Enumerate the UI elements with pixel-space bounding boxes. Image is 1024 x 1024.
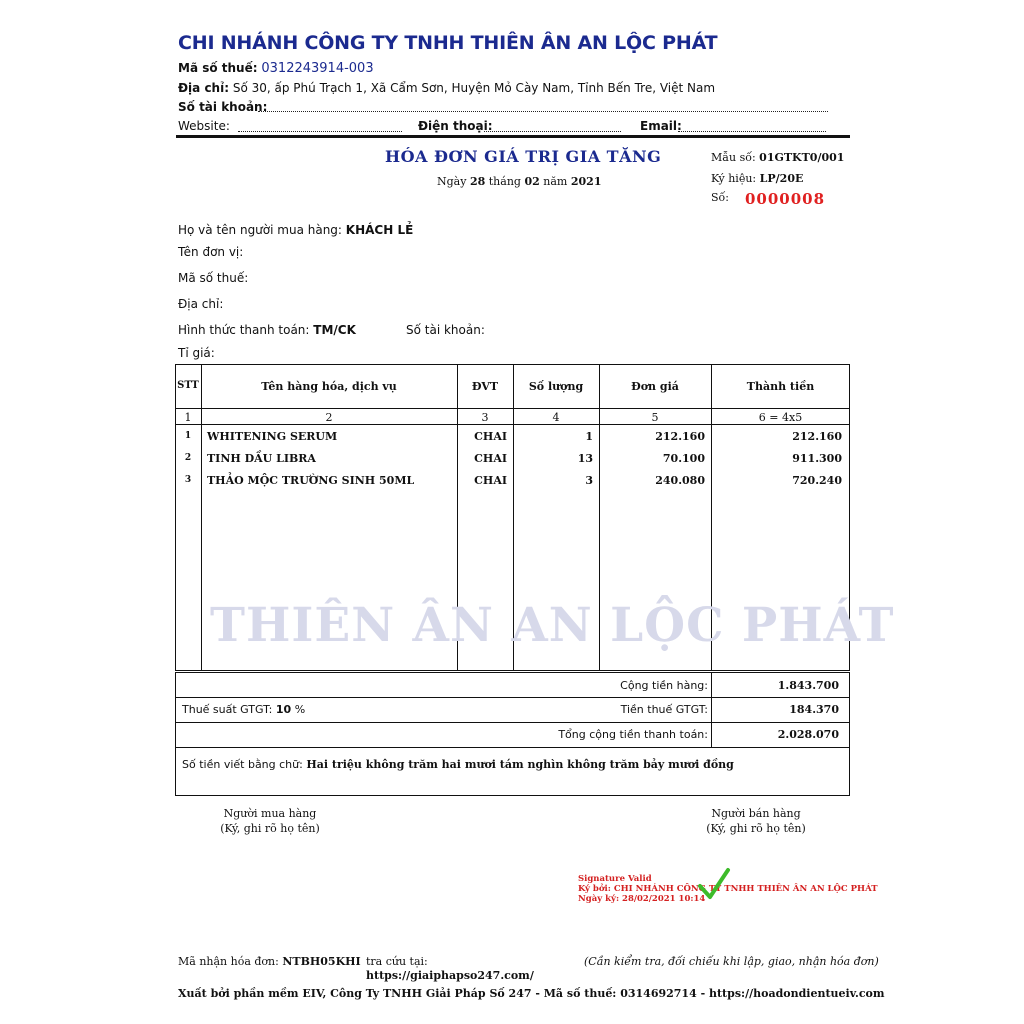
- index-cell: 3: [481, 411, 489, 424]
- row-stt: 2: [184, 453, 192, 463]
- row-unit: CHAI: [474, 430, 507, 443]
- invoice-code-label: Mã nhận hóa đơn:: [178, 955, 279, 968]
- subtotal-value: 1.843.700: [777, 679, 839, 692]
- invoice-form-value: 01GTKT0/001: [759, 151, 845, 164]
- invoice-number-value: 0000008: [745, 190, 826, 208]
- company-account-label: Số tài khoản:: [178, 100, 268, 114]
- vat-rate-value: 10: [275, 703, 292, 716]
- vat-label: Tiền thuế GTGT:: [620, 703, 708, 716]
- th-price: Đơn giá: [631, 380, 679, 393]
- seller-signature-title: Người bán hàng: [711, 807, 801, 820]
- check-note: (Cần kiểm tra, đối chiếu khi lập, giao, nhận hóa đơn): [584, 955, 879, 968]
- company-email-label: Email:: [640, 119, 682, 133]
- company-address-label: Địa chỉ:: [178, 81, 230, 95]
- vat-rate-row: [182, 703, 305, 716]
- row-unit: CHAI: [474, 474, 507, 487]
- vat-rate-unit: %: [294, 703, 306, 716]
- buyer-payment-row: [178, 323, 356, 337]
- row-name: WHITENING SERUM: [207, 430, 338, 443]
- signature-signed-by: Ký bởi: CHI NHÁNH CÔNG TY TNHH THIÊN ÂN AN LỘC PHÁT: [578, 884, 878, 894]
- buyer-tax-label: Mã số thuế:: [178, 271, 249, 285]
- amount-in-words-label: Số tiền viết bằng chữ:: [182, 758, 303, 771]
- account-dotted-line: [258, 111, 828, 112]
- buyer-rate-label: Tỉ giá:: [178, 346, 215, 360]
- company-address-row: [178, 81, 715, 95]
- row-name: THẢO MỘC TRƯỜNG SINH 50ML: [207, 474, 415, 487]
- company-tax-row: [178, 61, 374, 76]
- th-amount: Thành tiền: [746, 380, 815, 393]
- th-stt: STT: [177, 380, 199, 391]
- row-price: 212.160: [655, 430, 705, 443]
- email-dotted-line: [678, 131, 826, 132]
- row-unit: CHAI: [474, 452, 507, 465]
- invoice-form-label: Mẫu số:: [711, 151, 756, 164]
- index-divider: [175, 424, 850, 425]
- company-address-value: Số 30, ấp Phú Trạch 1, Xã Cẩm Sơn, Huyện Mỏ Cày Nam, Tỉnh Bến Tre, Việt Nam: [232, 81, 716, 95]
- row-stt: 1: [184, 431, 192, 441]
- index-cell: 4: [552, 411, 560, 424]
- issued-by: Xuất bởi phần mềm EIV, Công Ty TNHH Giải Pháp Số 247 - Mã số thuế: 0314692714 - https://hoadondientueiv.com: [178, 987, 885, 1000]
- company-name: CHI NHÁNH CÔNG TY TNHH THIÊN ÂN AN LỘC PHÁT: [178, 32, 718, 54]
- buyer-name-value: KHÁCH LẺ: [345, 223, 414, 237]
- signature-date: Ngày ký: 28/02/2021 10:14: [578, 894, 706, 904]
- row-amount: 911.300: [792, 452, 842, 465]
- vat-value: 184.370: [789, 703, 839, 716]
- row-price: 70.100: [662, 452, 705, 465]
- lookup-link[interactable]: https://giaiphapso247.com/: [366, 969, 534, 982]
- th-unit: ĐVT: [471, 380, 499, 393]
- totals-divider: [175, 722, 850, 723]
- company-tax-value: 0312243914-003: [261, 61, 374, 76]
- grand-total-value: 2.028.070: [777, 728, 839, 741]
- row-amount: 212.160: [792, 430, 842, 443]
- invoice-title: HÓA ĐƠN GIÁ TRỊ GIA TĂNG: [385, 147, 662, 166]
- grand-total-label: Tổng cộng tiền thanh toán:: [558, 728, 708, 741]
- row-qty: 13: [577, 452, 593, 465]
- index-cell: 5: [651, 411, 659, 424]
- th-name: Tên hàng hóa, dịch vụ: [261, 380, 397, 393]
- company-tax-label: Mã số thuế:: [178, 61, 258, 75]
- invoice-code-row: [178, 955, 361, 968]
- th-qty: Số lượng: [528, 380, 584, 393]
- lookup-label: tra cứu tại:: [366, 955, 428, 968]
- header-rule: [176, 135, 850, 138]
- row-qty: 1: [585, 430, 593, 443]
- invoice-symbol-label: Ký hiệu:: [711, 172, 757, 185]
- company-website-label: Website:: [178, 119, 230, 133]
- invoice-code-value: NTBH05KHI: [282, 955, 361, 968]
- amount-in-words-value: Hai triệu không trăm hai mươi tám nghìn không trăm bảy mươi đồng: [306, 758, 734, 771]
- buyer-address-label: Địa chỉ:: [178, 297, 224, 311]
- header-divider: [175, 408, 850, 409]
- row-stt: 3: [184, 475, 192, 485]
- buyer-name-label: Họ và tên người mua hàng:: [178, 223, 342, 237]
- row-amount: 720.240: [792, 474, 842, 487]
- subtotal-label: Cộng tiền hàng:: [620, 679, 708, 692]
- website-dotted-line: [238, 131, 402, 132]
- buyer-signature-note: (Ký, ghi rõ họ tên): [220, 822, 320, 835]
- invoice-symbol-row: [711, 172, 803, 185]
- row-name: TINH DẦU LIBRA: [207, 452, 316, 465]
- row-qty: 3: [585, 474, 593, 487]
- invoice-form-row: [711, 151, 844, 164]
- seller-signature-note: (Ký, ghi rõ họ tên): [706, 822, 806, 835]
- index-cell: 2: [325, 411, 333, 424]
- invoice-number-label: Số:: [711, 191, 729, 204]
- invoice-number-row: [711, 191, 729, 204]
- index-cell: 6 = 4x5: [758, 411, 803, 424]
- buyer-name-row: [178, 223, 413, 237]
- buyer-payment-value: TM/CK: [313, 323, 356, 337]
- buyer-signature-title: Người mua hàng: [223, 807, 317, 820]
- buyer-payment-label: Hình thức thanh toán:: [178, 323, 310, 337]
- company-account-row: [178, 100, 267, 114]
- row-price: 240.080: [655, 474, 705, 487]
- invoice-symbol-value: LP/20E: [759, 172, 804, 185]
- index-cell: 1: [184, 411, 192, 424]
- buyer-unit-label: Tên đơn vị:: [178, 245, 244, 259]
- vat-rate-label: Thuế suất GTGT:: [182, 703, 273, 716]
- checkmark-icon: [696, 864, 732, 904]
- company-phone-label: Điện thoại:: [418, 119, 493, 133]
- watermark-text: THIÊN ÂN AN LỘC PHÁT: [210, 598, 895, 653]
- buyer-account-label: Số tài khoản:: [406, 323, 485, 337]
- invoice-date: Ngày 28 tháng 02 năm 2021: [437, 175, 602, 188]
- phone-dotted-line: [484, 131, 621, 132]
- signature-valid-title: Signature Valid: [578, 874, 652, 884]
- totals-divider: [175, 697, 850, 698]
- amount-in-words-row: [182, 758, 734, 771]
- totals-divider: [175, 747, 850, 748]
